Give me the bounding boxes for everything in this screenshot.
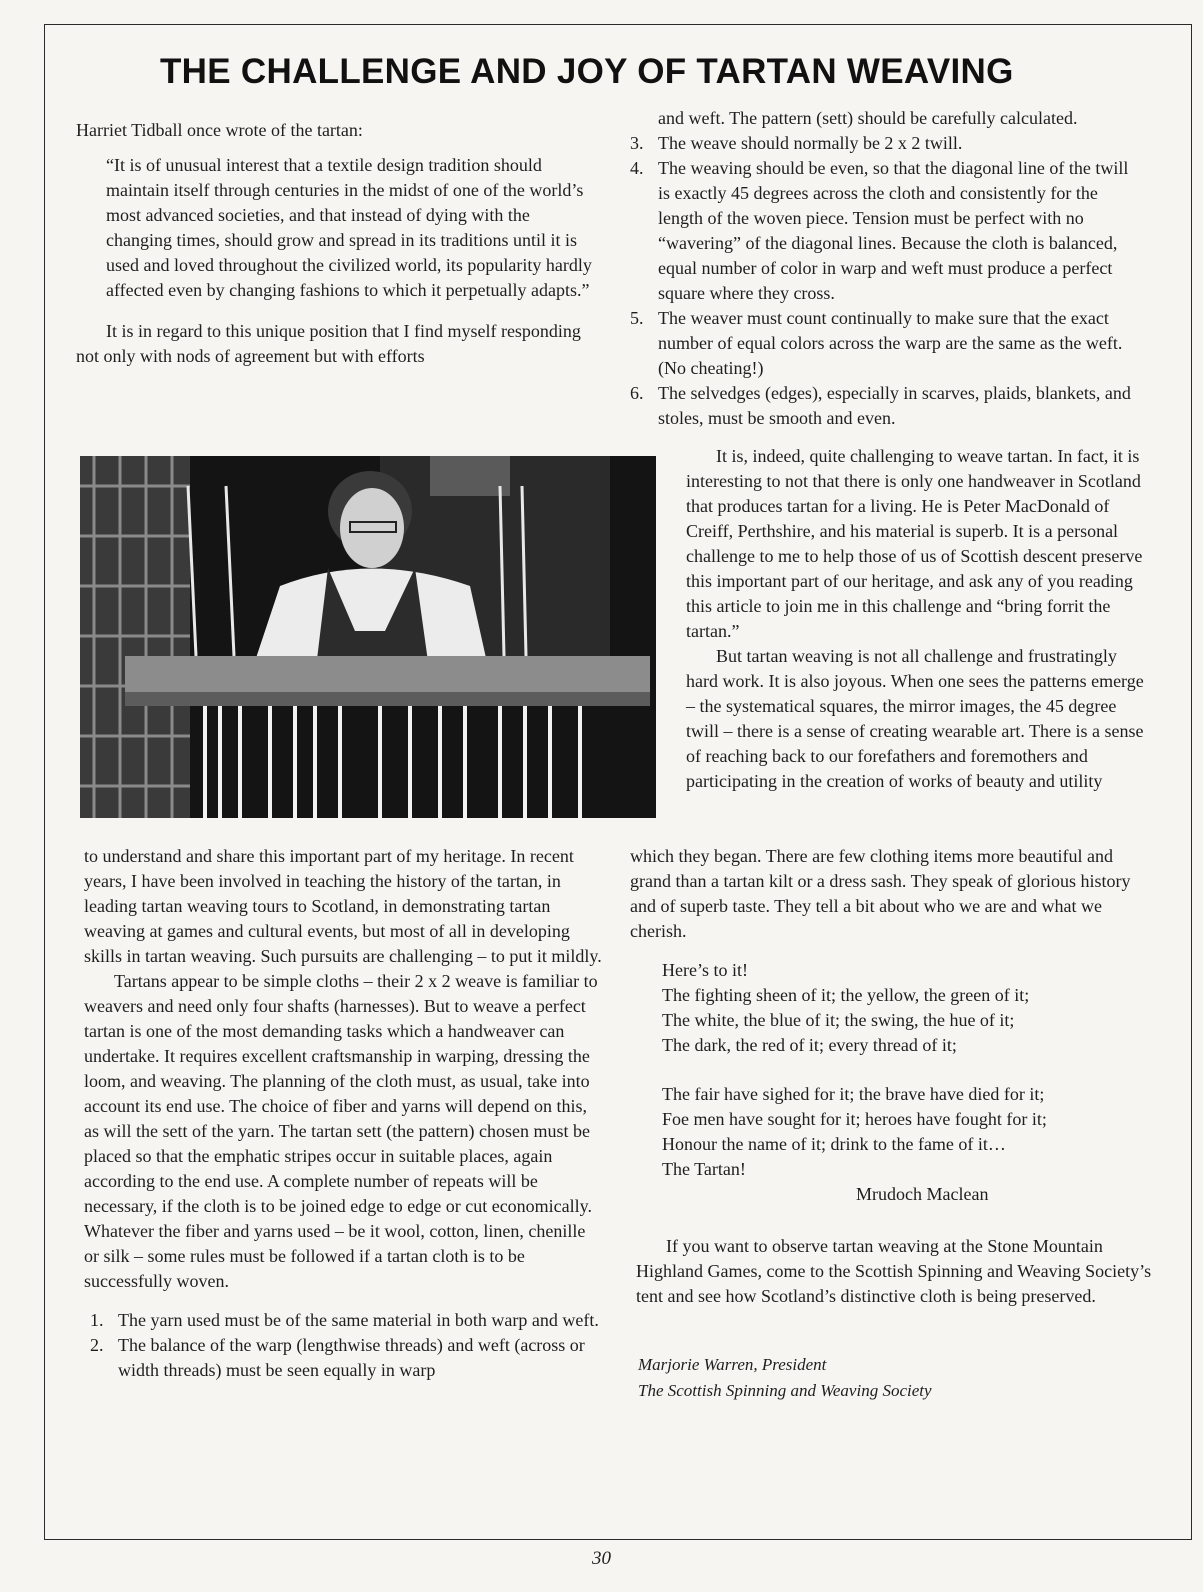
rule-item: 1. The yarn used must be of the same material in both warp and weft. xyxy=(90,1310,599,1330)
rule-item: 3. The weave should normally be 2 x 2 twill. xyxy=(630,133,963,153)
paragraph-closing: If you want to observe tartan weaving at the Stone Mountain Highland Games, come to the Scottish Spinning and Weaving Society’s tent and see how Scotland’s distinctive cloth is being preserved. xyxy=(636,1236,1152,1306)
rule-item: 4. The weaving should be even, so that the diagonal line of the twill is exactly 45 degrees across the cloth and consistently for the length of the woven piece. Tension must be perfect with no “wavering” of the diagonal lines. Because the cloth is balanced, equal number of color in warp and weft must produce a perfect square where they cross. xyxy=(630,158,1129,303)
page-number: 30 xyxy=(592,1548,611,1569)
signature-org: The Scottish Spinning and Weaving Society xyxy=(638,1381,932,1400)
tartan-blanket-left xyxy=(80,456,190,818)
signature xyxy=(638,1352,1158,1404)
rule-item: 2. The balance of the warp (lengthwise threads) and weft (across or width threads) must be seen equally in warp xyxy=(90,1335,585,1380)
right-column-top xyxy=(624,106,1144,431)
poem-line: The fighting sheen of it; the yellow, the green of it; xyxy=(662,985,1030,1005)
poem-line: Here’s to it! xyxy=(662,960,748,980)
poem-author: Mrudoch Maclean xyxy=(856,1184,989,1204)
right-column-full xyxy=(630,844,1150,944)
right-column-wrap xyxy=(686,444,1146,794)
weaver-photo xyxy=(80,456,656,818)
paragraph-joy-b: which they began. There are few clothing items more beautiful and grand than a tartan kilt or a dress sash. They speak of glorious history and of superb taste. They tell a bit about who we are and what we cherish. xyxy=(630,846,1131,941)
poem-line: The Tartan! xyxy=(662,1159,746,1179)
poem-stanza-2 xyxy=(662,1082,1142,1182)
poem-line: The white, the blue of it; the swing, the hue of it; xyxy=(662,1010,1015,1030)
left-column-bottom xyxy=(84,844,604,1383)
rule-item: 5. The weaver must count continually to make sure that the exact number of equal colors across the warp are the same as the weft. (No cheating!) xyxy=(630,308,1123,378)
poem-line: Foe men have sought for it; heroes have fought for it; xyxy=(662,1109,1047,1129)
paragraph-indeed: It is, indeed, quite challenging to weave tartan. In fact, it is interesting to not that there is only one handweaver in Scotland that produces tartan for a living. He is Peter MacDonald of Creiff, Perthshire, and his material is superb. It is a personal challenge to me to help those of us of Scottish descent preserve this important part of our heritage, and ask any of you reading this article to join me in this challenge and “bring forrit the tartan.” xyxy=(686,446,1143,641)
paragraph-joy-a: But tartan weaving is not all challenge and frustratingly hard work. It is also joyous. When one sees the patterns emerge – the systematical squares, the mirror images, the 45 degree twill – there is a sense of creating wearable art. There is a sense of reaching back to our forefathers and foremothers and participating in the creation of works of beauty and utility xyxy=(686,646,1144,791)
rules-list-left xyxy=(84,1308,604,1383)
paragraph-regard: It is in regard to this unique position that I find myself responding not only with nods of agreement but with efforts xyxy=(76,321,581,366)
rule-item-continued: and weft. The pattern (sett) should be carefully calculated. xyxy=(658,108,1078,128)
rule-item: 6. The selvedges (edges), especially in scarves, plaids, blankets, and stoles, must be smooth and even. xyxy=(630,383,1131,428)
poem xyxy=(662,958,1142,1207)
article-title: THE CHALLENGE AND JOY OF TARTAN WEAVING xyxy=(160,52,1014,91)
poem-line: The dark, the red of it; every thread of it; xyxy=(662,1035,957,1055)
intro-line: Harriet Tidball once wrote of the tartan: xyxy=(76,120,363,140)
left-column-top xyxy=(76,118,596,369)
poem-line: The fair have sighed for it; the brave have died for it; xyxy=(662,1084,1045,1104)
tidball-quote: “It is of unusual interest that a textile design tradition should maintain itself through centuries in the midst of one of the world’s most advanced societies, and that instead of dying with the changing times, should grow and spread in its traditions until it is used and loved throughout the civilized world, its popularity hardly affected even by changing fashions to which it perpetually adapts.” xyxy=(106,155,592,300)
signature-name: Marjorie Warren, President xyxy=(638,1355,827,1374)
paragraph-continue: to understand and share this important part of my heritage. In recent years, I have been involved in teaching the history of the tartan, in leading tartan weaving tours to Scotland, in demonstrating tartan weaving at games and cultural events, but most of all in developing skills in tartan weaving. Such pursuits are challenging – to put it mildly. xyxy=(84,846,602,966)
poem-line: Honour the name of it; drink to the fame of it… xyxy=(662,1134,1006,1154)
poem-stanza-1 xyxy=(662,958,1142,1058)
rules-list-right xyxy=(624,106,1144,431)
paragraph-tartans: Tartans appear to be simple cloths – their 2 x 2 weave is familiar to weavers and need only four shafts (harnesses). But to weave a perfect tartan is one of the most demanding tasks which a handweaver can undertake. It requires excellent craftsmanship in warping, dressing the loom, and weaving. The planning of the cloth must, as usual, take into account its end use. The choice of fiber and yarns will depend on this, as will the sett of the yarn. The tartan sett (the pattern) chosen must be placed so that the emphatic stripes occur in suitable places, again according to the end use. A complete number of repeats will be necessary, if the cloth is to be joined edge to edge or cut economically. Whatever the fiber and yarns used – be it wool, cotton, linen, chenille or silk – some rules must be followed if a tartan cloth is to be successfully woven. xyxy=(84,971,598,1291)
loom-beam xyxy=(125,656,650,692)
